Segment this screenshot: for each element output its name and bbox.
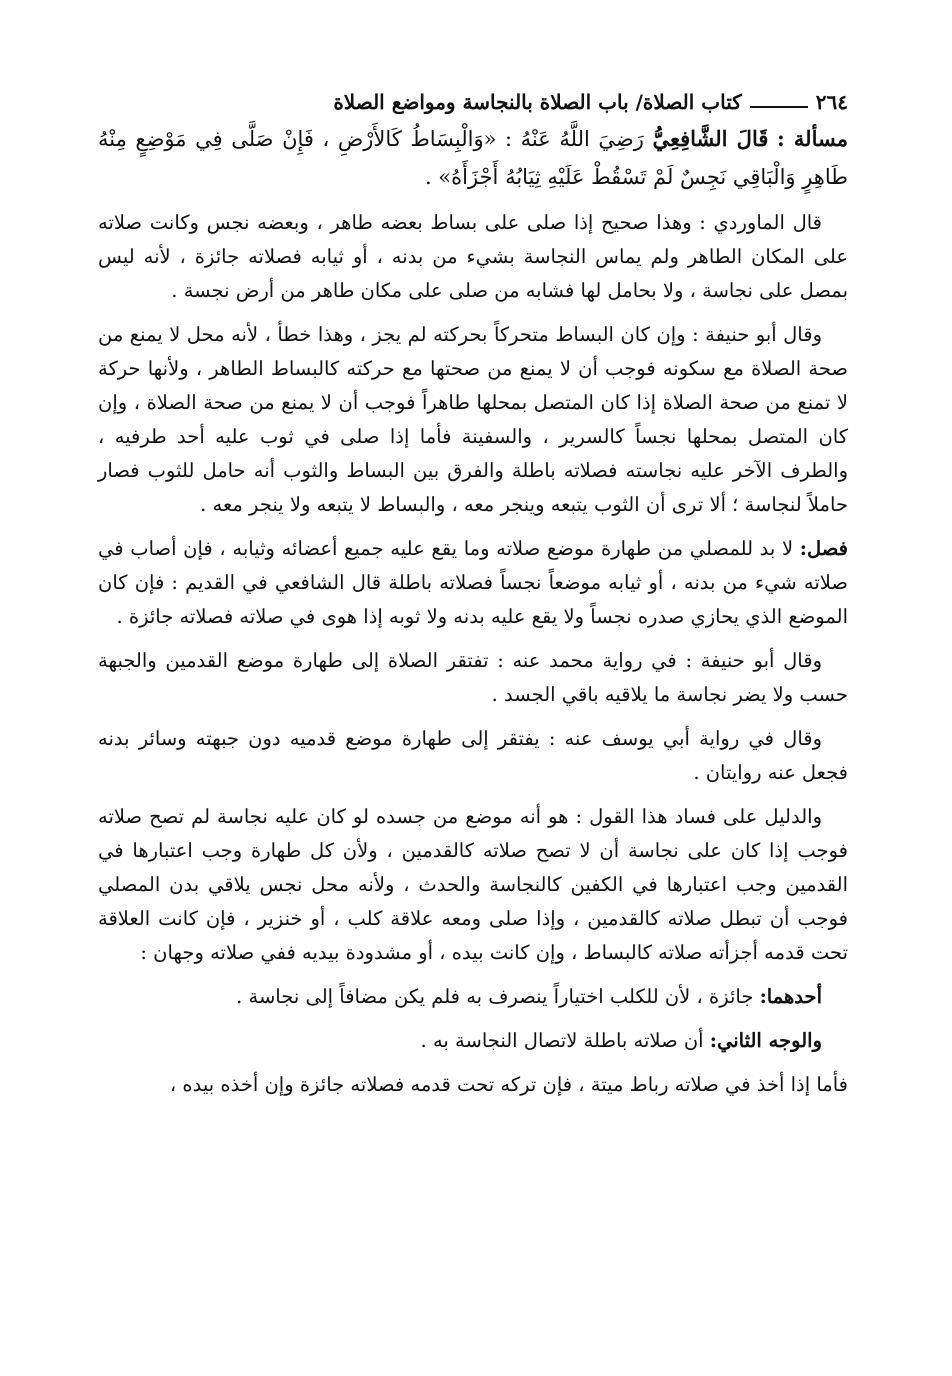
paragraph-abu-yusuf-riwaya — [98, 722, 848, 790]
masala-quote: «وَالْبِسَاطُ كَالأَرْضِ ، فَإِنْ صَلَّى فِي مَوْضِعٍ مِنْهُ طَاهِرٍ وَالْبَاقِي نَجِسٌ لَمْ تَسْقُطْ عَلَيْهِ ثِيَابُهُ أَجْزَأَهُ» . — [98, 127, 848, 189]
paragraph-text: وقال في رواية أبي يوسف عنه : يفتقر إلى طهارة موضع قدميه دون جبهته وسائر بدنه فجعل عنه روايتان . — [98, 727, 848, 784]
paragraph-fasl — [98, 532, 848, 634]
masala-label: مسألة : — [776, 126, 848, 151]
paragraph-maita — [98, 1068, 848, 1102]
paragraph-first-view — [98, 980, 848, 1014]
paragraph-mawardi — [98, 206, 848, 308]
paragraph-second-view — [98, 1024, 848, 1058]
paragraph-text: أن صلاته باطلة لاتصال النجاسة به . — [420, 1029, 704, 1052]
page-number: ٢٦٤ — [815, 90, 848, 114]
second-view-label: والوجه الثاني: — [709, 1029, 822, 1052]
paragraph-text: وقال أبو حنيفة : في رواية محمد عنه : تفتقر الصلاة إلى طهارة موضع القدمين والجبهة حسب ولا يضر نجاسة ما يلاقيه باقي الجسد . — [98, 649, 848, 706]
masala-blessing: رَضِيَ اللَّهُ عَنْهُ : — [505, 127, 644, 151]
paragraph-text: قال الماوردي : وهذا صحيح إذا صلى على بساط بعضه طاهر ، وبعضه نجس وكانت صلاته على المكان الطاهر ولم يماس النجاسة بشيء من بدنه ، أو ثيابه فصلاته جائزة ، لأنه ليس بمصل على نجاسة ، ولا بحامل لها فشابه من صلى على مكان طاهر من أرض نجسة . — [98, 211, 848, 302]
paragraph-text: لا بد للمصلي من طهارة موضع صلاته وما يقع عليه جميع أعضائه وثيابه ، فإن أصاب في صلاته شيء من بدنه ، أو ثيابه موضعاً نجساً فصلاته باطلة قال الشافعي في القديم : فإن كان الموضع الذي يحازي صدره نجساً ولا يقع عليه بدنه ولا ثوبه إذا هوى في صلاته فصلاته جائزة . — [98, 537, 848, 628]
page-header — [98, 86, 848, 114]
page-content — [98, 120, 848, 1102]
paragraph-text: والدليل على فساد هذا القول : هو أنه موضع من جسده لو كان عليه نجاسة لم تصح صلاته فوجب إذا كان على نجاسة أن لا تصح صلاته كالقدمين ، ولأن كل طهارة وجب اعتبارها في القدمين وجب اعتبارها في الكفين كالنجاسة والحدث ، ولأنه محل نجس يلاقي بدن المصلي فوجب أن تبطل صلاته كالقدمين ، وإذا صلى ومعه علاقة كلب ، أو خنزير ، فإن كانت العلاقة تحت قدمه أجزأته صلاته كالبساط ، وإن كانت بيده ، أو مشدودة بيديه ففي صلاته وجهان : — [98, 805, 848, 964]
paragraph-text: وقال أبو حنيفة : وإن كان البساط متحركاً بحركته لم يجز ، وهذا خطأ ، لأنه محل لا يمنع من صحة الصلاة مع سكونه فوجب أن لا يمنع من صحتها مع حركته كالبساط الطاهر ، ولأنها حركة لا تمنع من صحة الصلاة إذا كان المتصل بمحلها طاهراً فوجب أن لا يمنع من صحة الصلاة ، وإن كان المتصل بمحلها نجساً كالسرير ، والسفينة فأما إذا صلى في ثوب عليه أحد طرفيه ، والطرف الآخر عليه نجاسته فصلاته باطلة والفرق بين البساط والثوب أنه حامل للثوب فصار حاملاً لنجاسة ؛ ألا ترى أن الثوب يتبعه وينجر معه ، والبساط لا يتبعه ولا ينجر معه . — [98, 323, 848, 516]
running-title: كتاب الصلاة/ باب الصلاة بالنجاسة ومواضع الصلاة — [333, 90, 742, 114]
fasl-label: فصل: — [799, 537, 848, 560]
masala-speaker: قَالَ الشَّافِعِيُّ — [652, 126, 769, 151]
paragraph-text: جائزة ، لأن للكلب اختياراً ينصرف به فلم يكن مضافاً إلى نجاسة . — [236, 985, 754, 1008]
paragraph-muhammad-riwaya — [98, 644, 848, 712]
header-rule — [750, 106, 808, 108]
paragraph-abu-hanifa — [98, 318, 848, 522]
paragraph-evidence — [98, 800, 848, 970]
masala-paragraph — [98, 120, 848, 196]
first-view-label: أحدهما: — [759, 985, 822, 1008]
paragraph-text: فأما إذا أخذ في صلاته رباط ميتة ، فإن تركه تحت قدمه فصلاته جائزة وإن أخذه بيده ، — [169, 1073, 848, 1096]
